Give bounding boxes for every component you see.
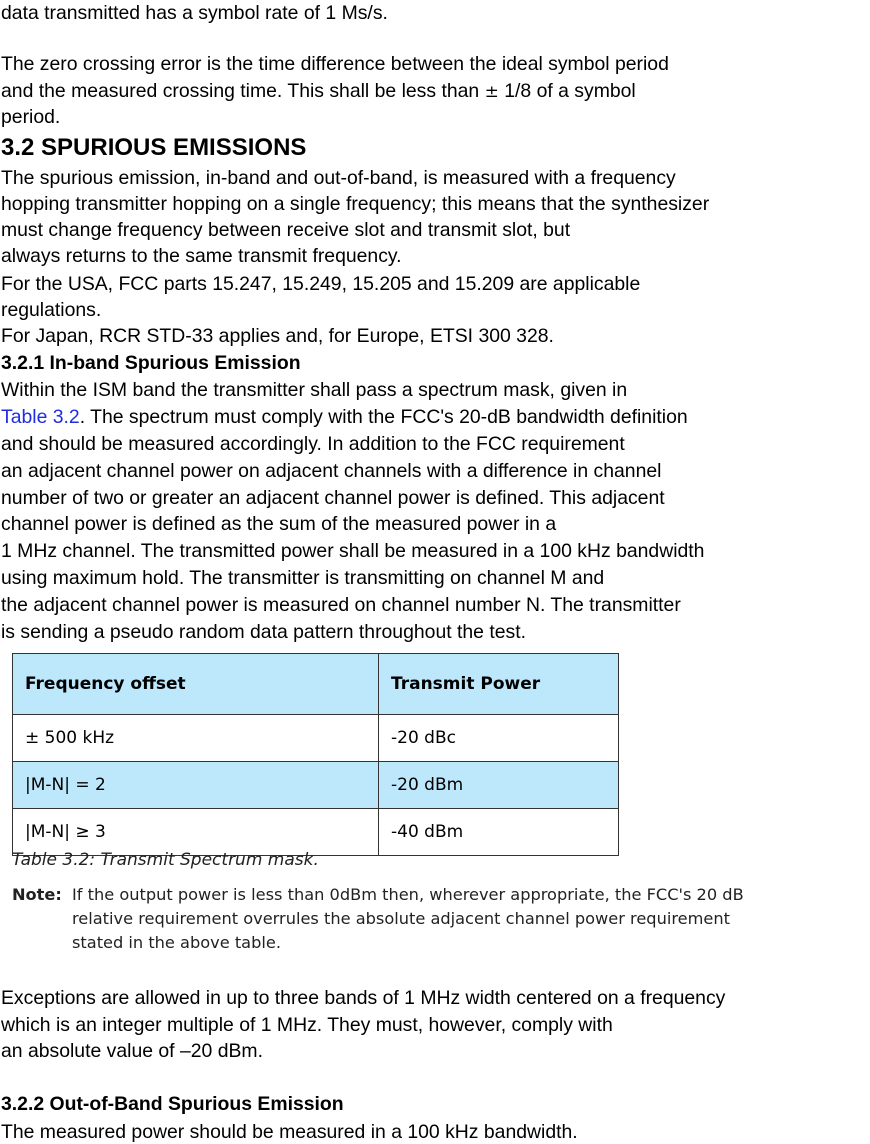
body-text-line: The spurious emission, in-band and out-of-band, is measured with a frequency: [1, 167, 676, 189]
body-text-line: The zero crossing error is the time difference between the ideal symbol period: [1, 53, 669, 75]
plus-minus-sign: ±: [484, 82, 499, 102]
body-text-line: and should be measured accordingly. In addition to the FCC requirement: [1, 433, 625, 455]
body-text-line: hopping transmitter hopping on a single frequency; this means that the synthesizer: [1, 193, 710, 215]
table-header-cell: Frequency offset: [13, 654, 379, 715]
note-line: relative requirement overrules the absolute adjacent channel power requirement: [72, 909, 730, 928]
note-line: If the output power is less than 0dBm then, wherever appropriate, the FCC's 20 dB: [72, 885, 744, 904]
body-text-line: an adjacent channel power on adjacent channels with a difference in channel: [1, 460, 662, 482]
note-label: Note:: [12, 885, 62, 904]
heading-3-2: 3.2 SPURIOUS EMISSIONS: [1, 134, 307, 161]
table-3-2-link[interactable]: Table 3.2: [1, 406, 80, 428]
body-text-line: [1, 79, 636, 104]
body-text-segment: 1/8 of a symbol: [504, 80, 636, 102]
body-text-line: which is an integer multiple of 1 MHz. They must, however, comply with: [1, 1014, 613, 1036]
body-text-line: period.: [1, 106, 61, 128]
heading-3-2-2: 3.2.2 Out-of-Band Spurious Emission: [1, 1093, 344, 1115]
body-text-line: must change frequency between receive slot and transmit slot, but: [1, 219, 571, 241]
table-cell: ± 500 kHz: [13, 715, 379, 762]
body-text-line: [1, 405, 688, 429]
table-cell: -40 dBm: [379, 809, 619, 856]
body-text-line: data transmitted has a symbol rate of 1 Ms/s.: [1, 2, 388, 24]
table-cell: -20 dBm: [379, 762, 619, 809]
body-text-line: Within the ISM band the transmitter shall pass a spectrum mask, given in: [1, 379, 628, 401]
body-text-line: using maximum hold. The transmitter is transmitting on channel M and: [1, 567, 605, 589]
body-text-line: The measured power should be measured in a 100 kHz bandwidth.: [1, 1121, 578, 1143]
body-text-line: regulations.: [1, 299, 102, 321]
body-text-line: number of two or greater an adjacent channel power is defined. This adjacent: [1, 487, 665, 509]
body-text-segment: . The spectrum must comply with the FCC's 20-dB bandwidth definition: [79, 406, 688, 428]
body-text-line: is sending a pseudo random data pattern throughout the test.: [1, 621, 526, 643]
spectrum-mask-table: [12, 653, 619, 856]
table-row: [13, 762, 619, 809]
body-text-line: For the USA, FCC parts 15.247, 15.249, 15.205 and 15.209 are applicable: [1, 273, 641, 295]
table-header-cell: Transmit Power: [379, 654, 619, 715]
note-line: stated in the above table.: [72, 933, 281, 952]
body-text-line: Exceptions are allowed in up to three bands of 1 MHz width centered on a frequency: [1, 987, 726, 1009]
note-body: [72, 883, 870, 955]
body-text-line: channel power is defined as the sum of the measured power in a: [1, 513, 557, 535]
table-cell: -20 dBc: [379, 715, 619, 762]
body-text-line: the adjacent channel power is measured on channel number N. The transmitter: [1, 594, 681, 616]
body-text-line: 1 MHz channel. The transmitted power shall be measured in a 100 kHz bandwidth: [1, 540, 705, 562]
table-caption: Table 3.2: Transmit Spectrum mask.: [12, 850, 319, 870]
table-row: [13, 715, 619, 762]
table-row: [13, 809, 619, 856]
body-text-line: For Japan, RCR STD-33 applies and, for Europe, ETSI 300 328.: [1, 325, 554, 347]
heading-3-2-1: 3.2.1 In-band Spurious Emission: [1, 352, 301, 374]
body-text-line: an absolute value of –20 dBm.: [1, 1040, 263, 1062]
table-cell: |M-N| = 2: [13, 762, 379, 809]
table-cell: |M-N| ≥ 3: [13, 809, 379, 856]
spectrum-mask-figure: [0, 645, 870, 963]
table-header-row: [13, 654, 619, 715]
body-text-segment: and the measured crossing time. This shall be less than: [1, 80, 480, 102]
body-text-line: always returns to the same transmit frequency.: [1, 245, 402, 267]
